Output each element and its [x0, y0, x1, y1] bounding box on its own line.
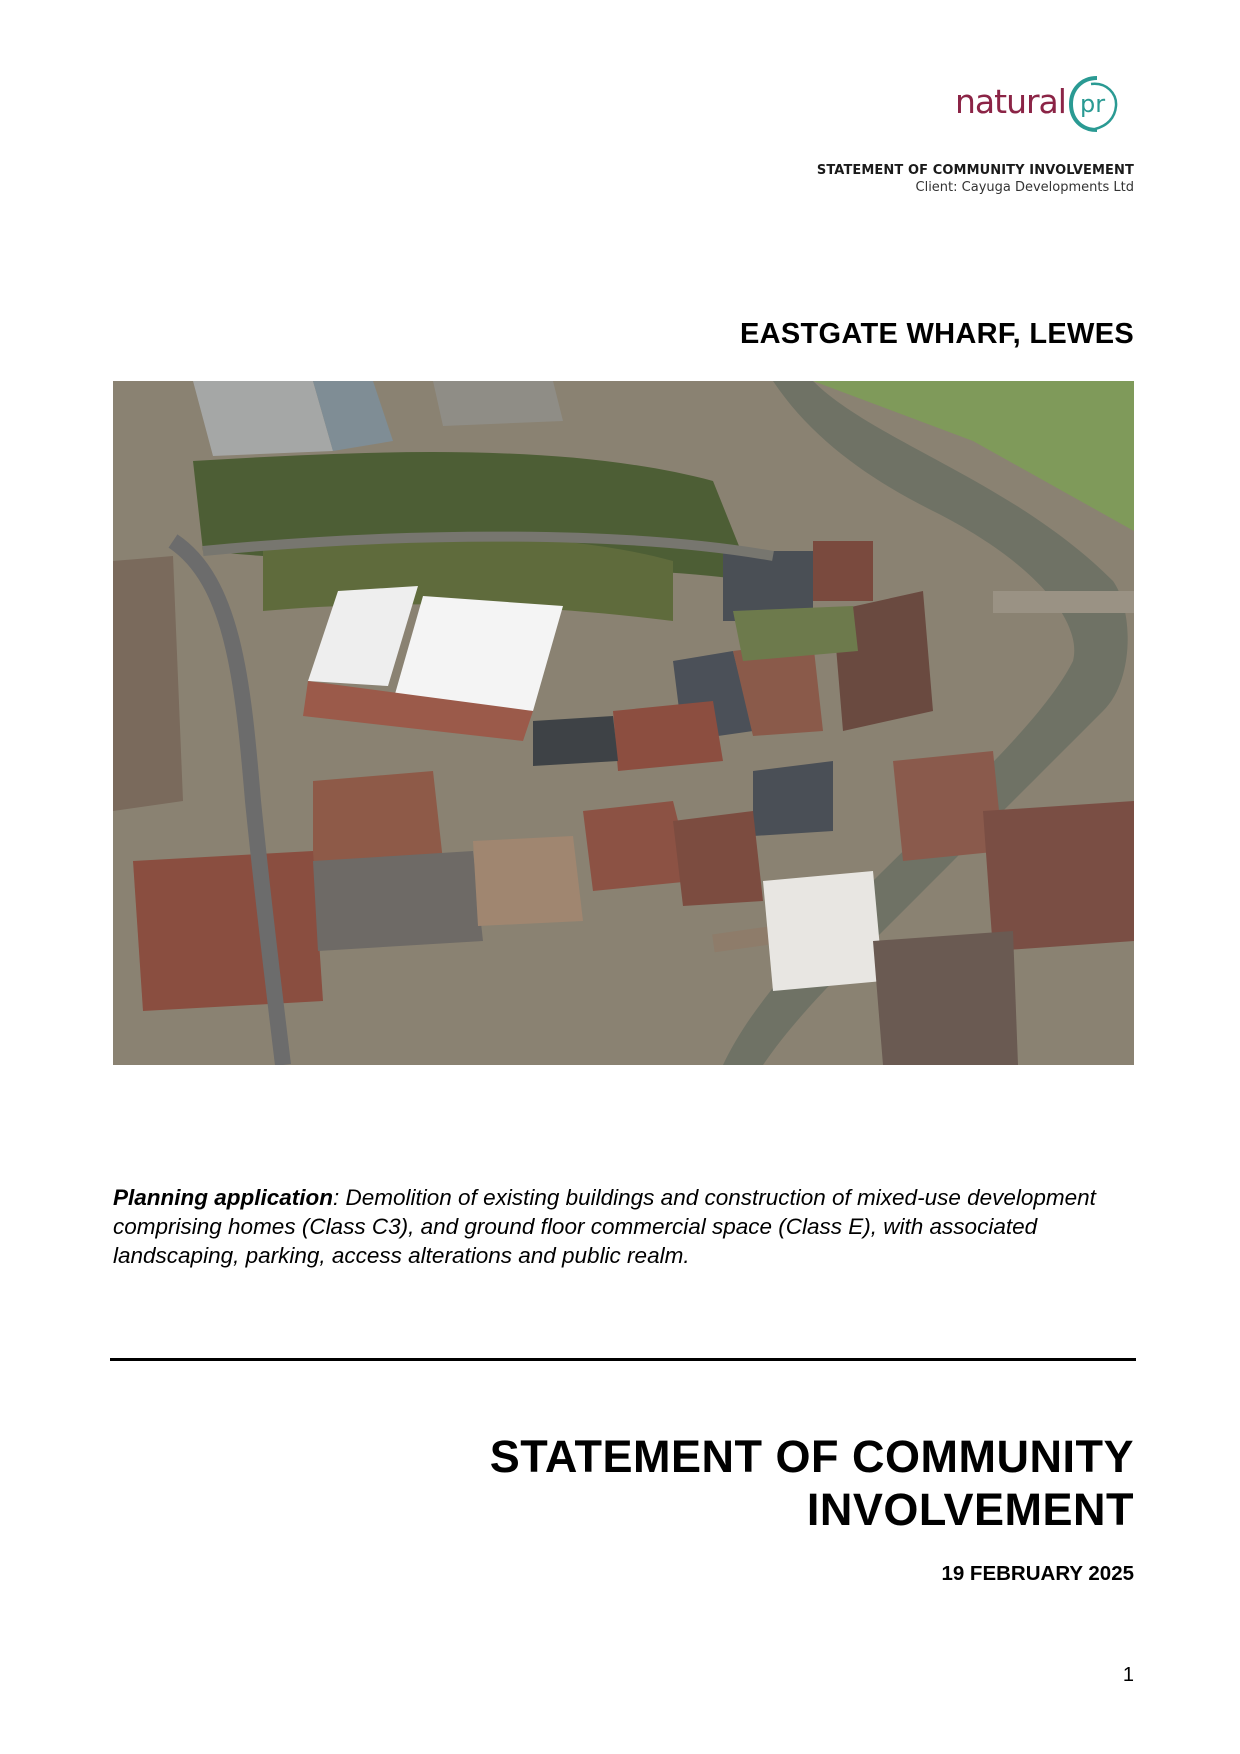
- main-title-line-1: STATEMENT OF COMMUNITY: [489, 1431, 1134, 1482]
- svg-text:pr: pr: [1080, 90, 1106, 118]
- main-title-line-2: INVOLVEMENT: [806, 1484, 1134, 1535]
- logo-wordmark: natural: [955, 82, 1066, 121]
- logo-pr-mark: [1067, 74, 1119, 134]
- planning-application-text: : Demolition of existing buildings and construction of mixed-use development comprising homes (Class C3), and ground floor commercial space (Class E), with associated landscaping, parking, access alterations and public realm.: [113, 1185, 1096, 1268]
- planning-application-description: [113, 1183, 1134, 1270]
- document-main-title: [334, 1430, 1134, 1536]
- page-number: 1: [1122, 1664, 1134, 1686]
- document-date: 19 FEBRUARY 2025: [941, 1562, 1134, 1585]
- site-title: EASTGATE WHARF, LEWES: [739, 318, 1134, 350]
- document-header: [634, 163, 1134, 195]
- natural-pr-logo: [955, 72, 1135, 142]
- aerial-site-image: [113, 381, 1134, 1065]
- planning-application-label: Planning application: [113, 1185, 334, 1210]
- header-client: Client: Cayuga Developments Ltd: [915, 180, 1134, 195]
- horizontal-divider: [110, 1358, 1136, 1361]
- header-title: STATEMENT OF COMMUNITY INVOLVEMENT: [816, 163, 1134, 178]
